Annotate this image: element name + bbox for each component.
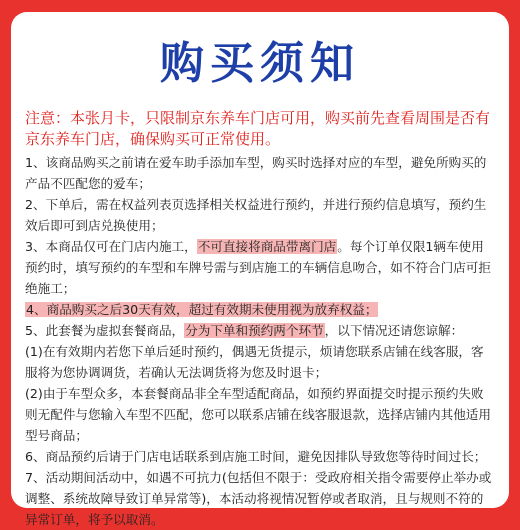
rule-text: 1、该商品购买之前请在爱车助手添加车型，购买时选择对应的车型，避免所购买的产品不匹配您的爱车； <box>25 155 487 191</box>
rule-text: 7、活动期间活动中，如遇不可抗力(包括但不限于：受政府相关指令需要停止举办或调整、系统故障导致订单异常等)，本活动将视情况暂停或者取消，且与规则不符的异常订单，将予以取消。 <box>25 470 492 527</box>
rule-item <box>25 236 495 299</box>
rule-text: 3、本商品仅可在门店内施工， <box>25 239 197 254</box>
rule-item <box>25 320 495 341</box>
rule-item <box>25 383 495 446</box>
rule-text: 。每个订单仅限1辆车使用预约时，填写预约的车型和车牌号需与到店施工的车辆信息吻合，如不符合门店可拒绝施工； <box>25 239 491 296</box>
rule-item <box>25 341 495 383</box>
rules-list <box>25 152 495 530</box>
rule-text: 2、下单后，需在权益列表页选择相关权益进行预约，并进行预约信息填写，预约生效后即可到店兑换使用； <box>25 197 487 233</box>
rule-text: 6、商品预约后请于门店电话联系到店施工时间，避免因排队导致您等待时间过长； <box>25 449 487 464</box>
rule-item <box>25 152 495 194</box>
warning-notice: 注意：本张月卡，只限制京东养车门店可用，购买前先查看周围是否有京东养车门店，确保购买可正常使用。 <box>25 109 491 148</box>
notice-card <box>11 12 509 527</box>
rule-text: (1)在有效期内若您下单后延时预约，偶遇无货提示，烦请您联系店铺在线客服，客服将为您协调调货，若确认无法调货将为您及时退卡； <box>25 344 484 380</box>
rule-item <box>25 299 495 320</box>
rule-text: ，以下情况还请您谅解： <box>324 323 464 338</box>
rule-item <box>25 194 495 236</box>
rule-item <box>25 446 495 467</box>
highlighted-text: 4、商品购买之后30天有效，超过有效期未使用视为放弃权益； <box>26 302 378 317</box>
rule-text: 5、此套餐为虚拟套餐商品， <box>25 323 185 338</box>
page-title: 购买须知 <box>160 38 360 89</box>
highlighted-text: 分为下单和预约两个环节 <box>185 323 324 338</box>
rule-item <box>25 467 495 530</box>
highlighted-text: 不可直接将商品带离门店 <box>197 239 337 254</box>
rule-text: (2)由于车型众多，本套餐商品非全车型适配商品，如预约界面提交时提示预约失败则无配件与您输入车型不匹配，您可以联系店铺在线客服退款，选择店铺内其他适用型号商品； <box>25 386 491 443</box>
